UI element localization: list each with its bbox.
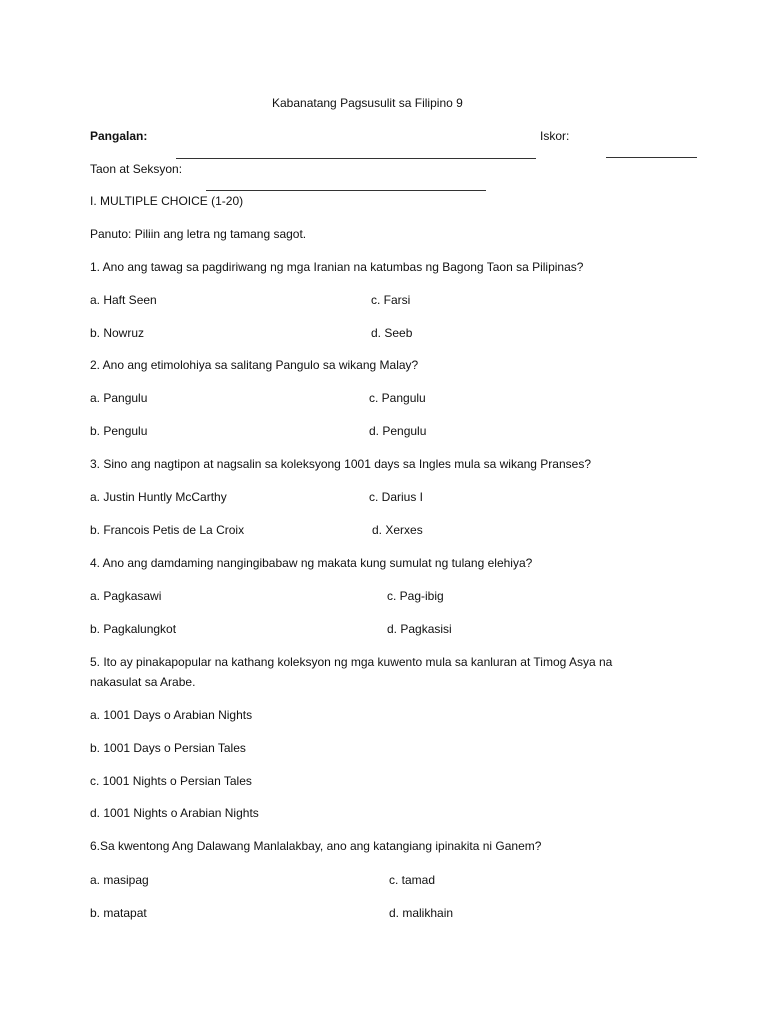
choice-3a: a. Justin Huntly McCarthy (90, 490, 227, 504)
question-5-line-2: nakasulat sa Arabe. (90, 675, 196, 689)
choice-3b: b. Francois Petis de La Croix (90, 523, 245, 537)
section-label: Taon at Seksyon: (90, 162, 183, 176)
choice-6c: c. tamad (389, 873, 436, 887)
name-label: Pangalan: (90, 129, 148, 143)
question-5-line-1: 5. Ito ay pinakapopular na kathang koleksyon ng mga kuwento mula sa kanluran at Timog Asya na (90, 655, 613, 669)
question-2: 2. Ano ang etimolohiya sa salitang Pangulo sa wikang Malay? (90, 358, 419, 372)
score-label: Iskor: (540, 129, 570, 143)
choice-1b: b. Nowruz (90, 326, 145, 340)
choice-2a: a. Pangulu (90, 391, 148, 405)
choice-2c: c. Pangulu (369, 391, 426, 405)
choice-4a: a. Pagkasawi (90, 589, 162, 603)
question-4: 4. Ano ang damdaming nangingibabaw ng makata kung sumulat ng tulang elehiya? (90, 556, 533, 570)
choice-3d: d. Xerxes (372, 523, 423, 537)
question-3: 3. Sino ang nagtipon at nagsalin sa koleksyong 1001 days sa Ingles mula sa wikang Pranses? (90, 457, 591, 471)
choice-5c: c. 1001 Nights o Persian Tales (90, 774, 252, 788)
score-blank-line[interactable] (606, 157, 697, 158)
choice-4b: b. Pagkalungkot (90, 622, 177, 636)
section-heading-range: (1-20) (207, 194, 244, 208)
question-6: 6.Sa kwentong Ang Dalawang Manlalakbay, ano ang katangiang ipinakita ni Ganem? (90, 839, 542, 853)
section-heading-title: I. MULTIPLE CHOICE (90, 194, 208, 208)
choice-6b: b. matapat (90, 906, 147, 920)
choice-2b: b. Pengulu (90, 424, 148, 438)
choice-1c: c. Farsi (371, 293, 411, 307)
section-heading (90, 194, 243, 208)
quiz-title: Kabanatang Pagsusulit sa Filipino 9 (272, 96, 463, 110)
choice-6d: d. malikhain (389, 906, 454, 920)
question-1: 1. Ano ang tawag sa pagdiriwang ng mga Iranian na katumbas ng Bagong Taon sa Pilipinas? (90, 260, 584, 274)
choice-1d: d. Seeb (371, 326, 413, 340)
section-blank-line[interactable] (206, 190, 486, 191)
choice-2d: d. Pengulu (369, 424, 427, 438)
choice-5a: a. 1001 Days o Arabian Nights (90, 708, 253, 722)
choice-6a: a. masipag (90, 873, 149, 887)
choice-4c: c. Pag-ibig (387, 589, 444, 603)
choice-3c: c. Darius I (369, 490, 424, 504)
choice-5b: b. 1001 Days o Persian Tales (90, 741, 246, 755)
instructions: Panuto: Piliin ang letra ng tamang sagot. (90, 227, 307, 241)
name-blank-line[interactable] (176, 158, 536, 159)
choice-4d: d. Pagkasisi (387, 622, 452, 636)
choice-5d: d. 1001 Nights o Arabian Nights (90, 806, 259, 820)
choice-1a: a. Haft Seen (90, 293, 157, 307)
